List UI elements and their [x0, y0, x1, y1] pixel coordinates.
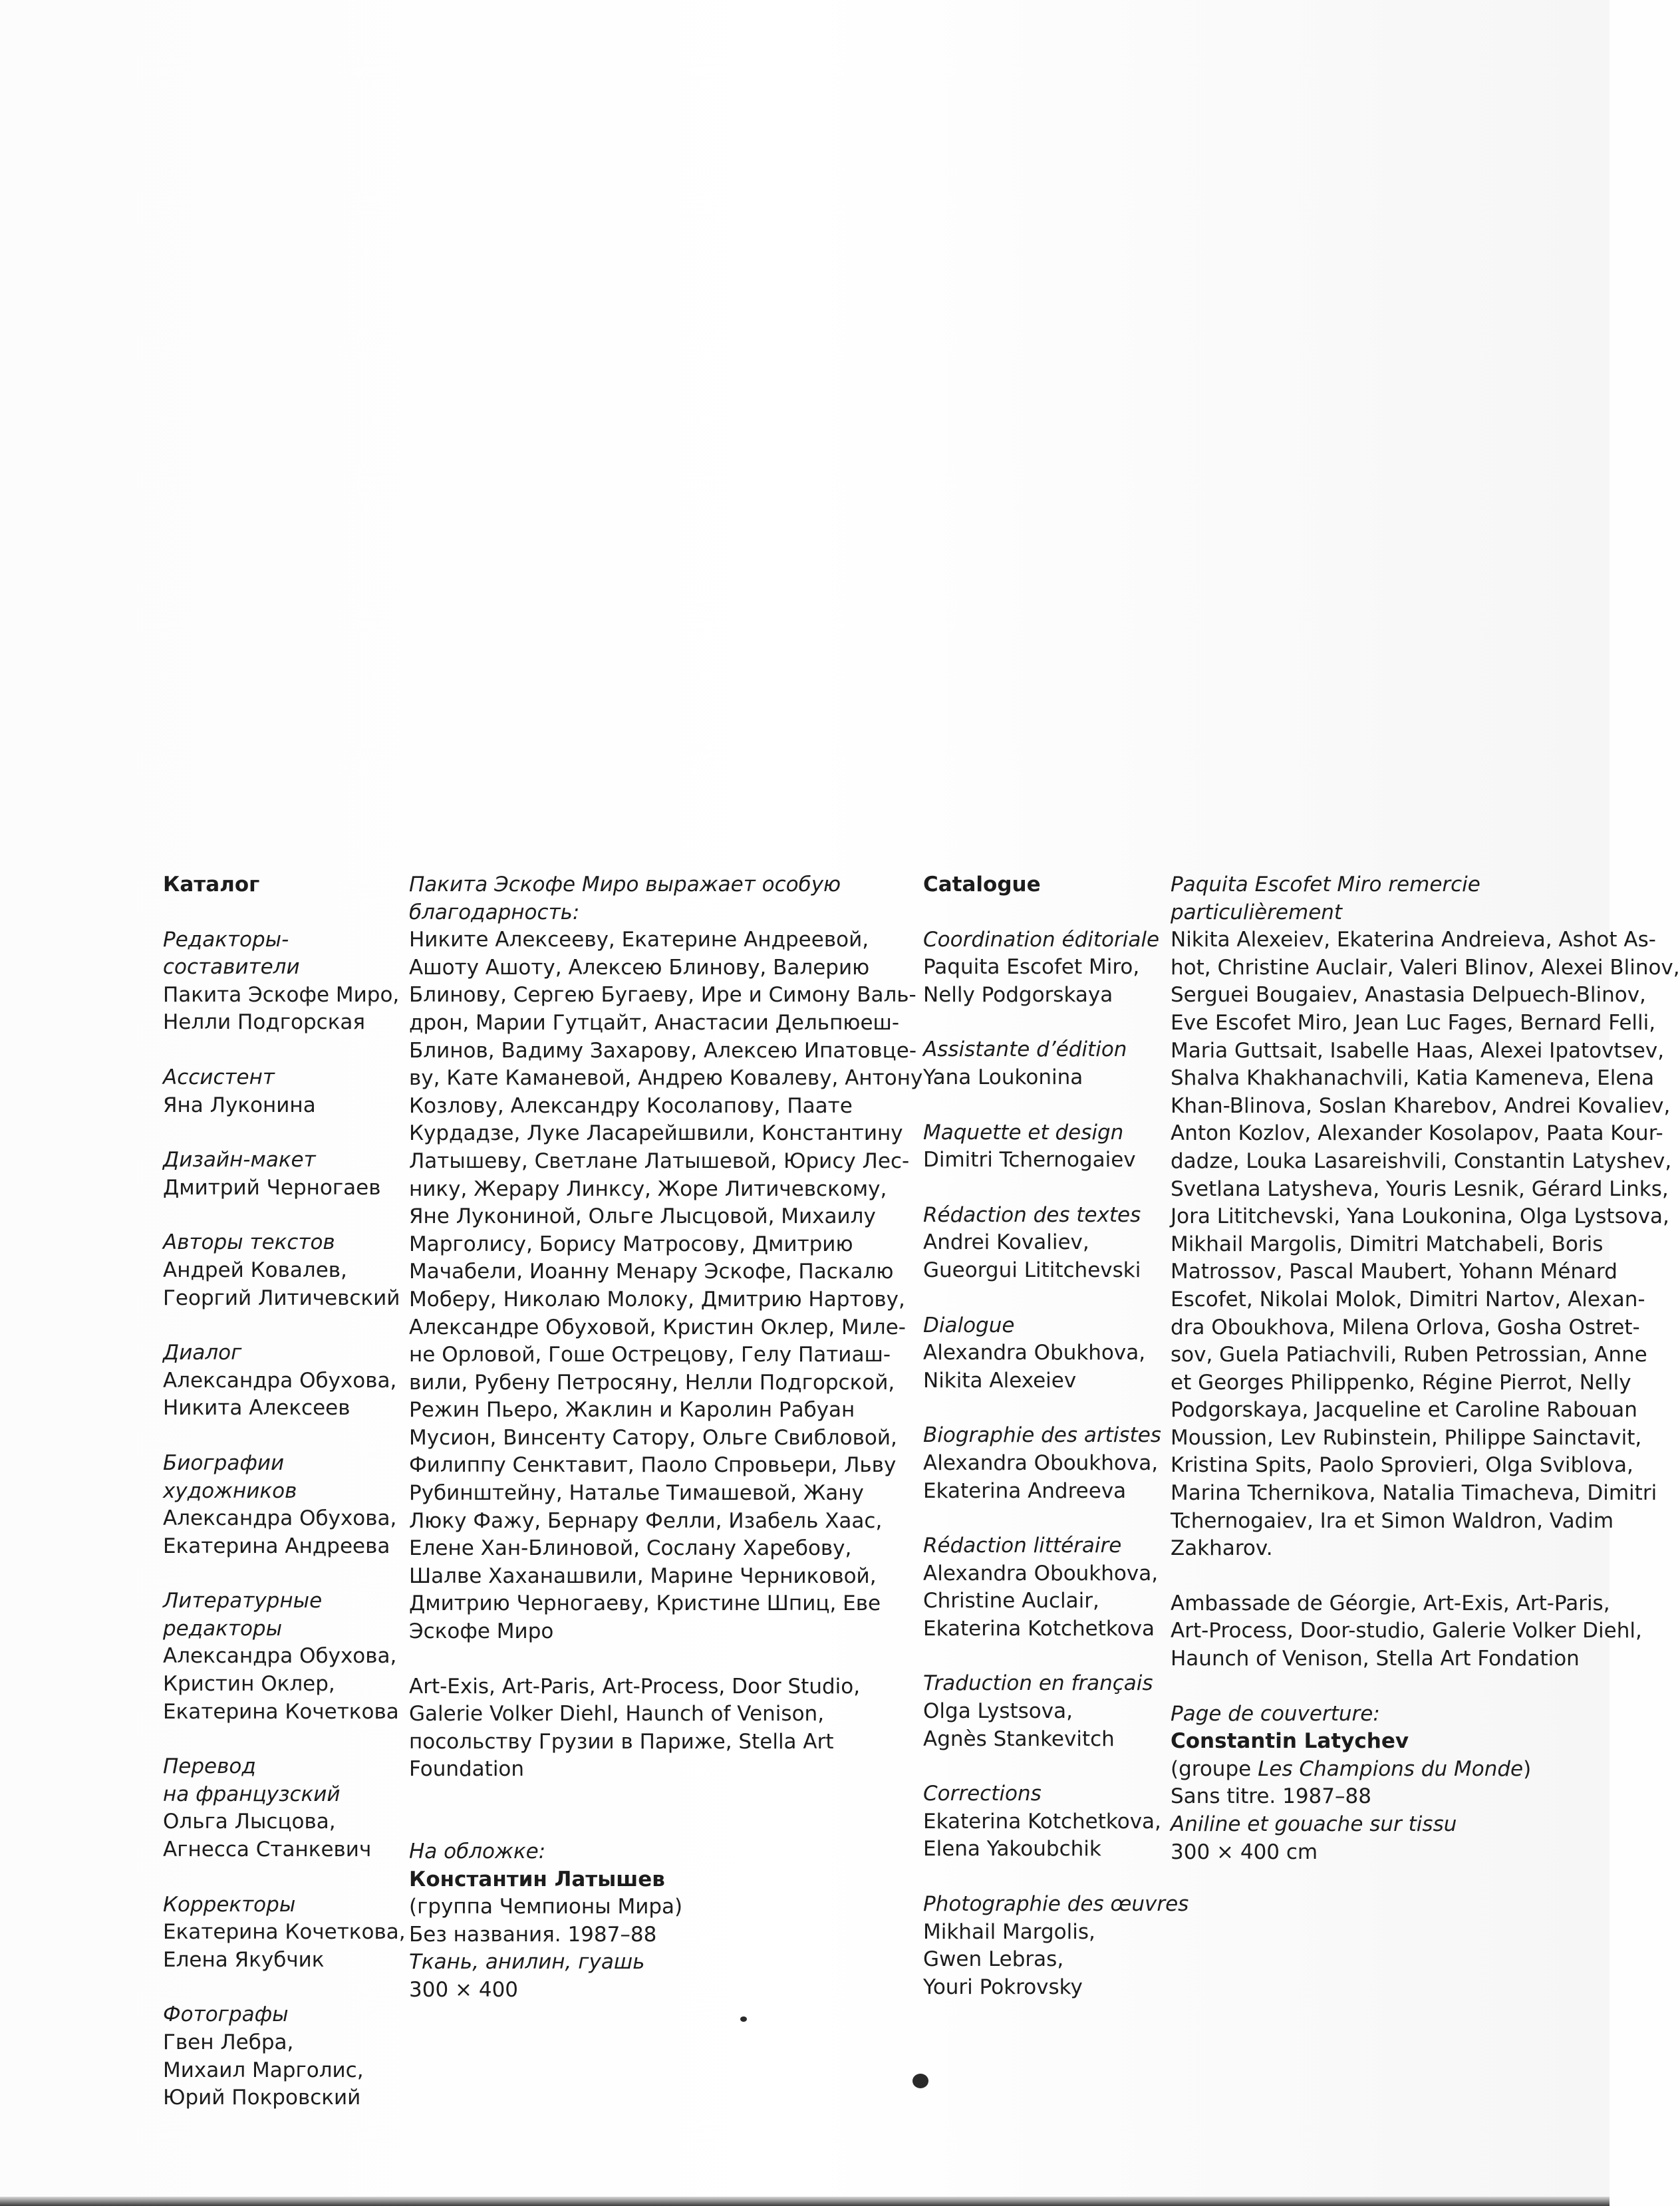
ru-org-line: Art-Exis, Art-Paris, Art-Process, Door Studio,	[409, 1674, 861, 1699]
ru-credit-role: Авторы текстов	[163, 1230, 335, 1255]
ru-credit-name: Ольга Лысцова,	[163, 1810, 336, 1834]
fr-credit-section	[923, 1891, 1189, 2001]
fr-cover-group-pre: (groupe	[1171, 1756, 1258, 1781]
ru-thanks-line: Курдадзе, Луке Ласарейшвили, Константину	[409, 1121, 903, 1146]
fr-credit-name: Alexandra Oboukhova,	[923, 1561, 1159, 1586]
fr-credit-role: Photographie des œuvres	[923, 1892, 1189, 1917]
ru-credit-name: Екатерина Кочеткова	[163, 1699, 399, 1724]
fr-credit-section	[923, 1202, 1163, 1285]
fr-thanks-intro-line: Paquita Escofet Miro remercie	[1171, 873, 1480, 896]
ru-credit-name: Агнесса Станкевич	[163, 1838, 372, 1862]
fr-thanks-line: Eve Escofet Miro, Jean Luc Fages, Bernard Felli,	[1171, 1010, 1656, 1035]
ru-thanks-line: не Орловой, Гоше Острецову, Гелу Патиаш-	[409, 1343, 891, 1367]
ru-thanks-line: Латышеву, Светлане Латышевой, Юрису Лес-	[409, 1149, 910, 1173]
ru-thanks-line: Мусион, Винсенту Сатору, Ольге Свибловой,	[409, 1425, 897, 1450]
fr-cover-group	[1171, 1756, 1596, 1784]
ru-credit-name: Кристин Оклер,	[163, 1672, 335, 1697]
ru-cover-credit	[409, 1838, 888, 2004]
ru-thanks-intro-line: Пакита Эскофе Миро выражает особую	[409, 873, 841, 896]
fr-credits-list	[923, 926, 1189, 2002]
fr-credit-role: Dialogue	[923, 1313, 1015, 1337]
fr-credit-name: Dimitri Tchernogaiev	[923, 1148, 1136, 1172]
ru-credit-section	[163, 926, 400, 1037]
ru-cover-artist: Константин Латышев	[409, 1867, 665, 1891]
ru-credit-name: Екатерина Кочеткова,	[163, 1920, 406, 1945]
ru-credit-name: Михаил Марголис,	[163, 2058, 364, 2082]
ru-thanks-line: Рубинштейну, Наталье Тимашевой, Жану	[409, 1481, 864, 1506]
ru-thanks-intro-line: благодарность:	[409, 900, 580, 924]
ru-credit-role: Диалог	[163, 1341, 242, 1365]
ru-credit-role: редакторы	[163, 1616, 283, 1641]
fr-credit-section	[923, 1119, 1163, 1174]
ru-credit-section	[163, 1064, 396, 1119]
fr-thanks-line: Nikita Alexeiev, Ekaterina Andreieva, Ashot As-	[1171, 928, 1656, 952]
fr-org-line: Haunch of Venison, Stella Art Fondation	[1171, 1647, 1580, 1671]
ru-thanks-names	[409, 926, 923, 1645]
ru-thanks-line: Козлову, Александру Косолапову, Паате	[409, 1093, 853, 1118]
fr-credit-role: Corrections	[923, 1782, 1042, 1806]
ru-thanks-line: Никите Алексееву, Екатерине Андреевой,	[409, 928, 869, 952]
fr-credit-section	[923, 1670, 1163, 1753]
ru-credits-column	[163, 871, 406, 2112]
fr-cover-medium: Aniline et gouache sur tissu	[1171, 1812, 1457, 1836]
fr-cover-credit	[1171, 1701, 1596, 1867]
fr-thanks-line: Matrossov, Pascal Maubert, Yohann Ménard	[1171, 1260, 1617, 1284]
fr-credit-section	[923, 1422, 1163, 1505]
ru-credit-name: Юрий Покровский	[163, 2086, 361, 2110]
fr-cover-artist: Constantin Latychev	[1171, 1729, 1409, 1754]
ru-cover-group: (группа Чемпионы Мира)	[409, 1895, 683, 1919]
ru-credit-name: Елена Якубчик	[163, 1947, 325, 1972]
fr-credit-name: Gwen Lebras,	[923, 1947, 1064, 1972]
page-bottom-edge	[0, 2197, 1610, 2206]
fr-credit-role: Traduction en français	[923, 1671, 1153, 1696]
ru-credit-name: Александра Обухова,	[163, 1368, 397, 1393]
fr-cover-title: Sans titre. 1987–88	[1171, 1784, 1371, 1809]
fr-credits-column	[923, 871, 1189, 2001]
fr-thanks-line: Mikhail Margolis, Dimitri Matchabeli, Boris	[1171, 1232, 1604, 1256]
fr-thanks-line: et Georges Philippenko, Régine Pierrot, Nelly	[1171, 1370, 1631, 1395]
fr-thanks-line: dadze, Louka Lasareishvili, Constantin Latyshev,	[1171, 1149, 1672, 1173]
fr-thanks-line: Svetlana Latysheva, Youris Lesnik, Gérard Links,	[1171, 1176, 1669, 1201]
fr-credit-name: Paquita Escofet Miro,	[923, 955, 1140, 980]
ru-thanks-line: Дмитрию Черногаеву, Кристине Шпиц, Еве	[409, 1591, 881, 1616]
ru-credit-role: Дизайн-макет	[163, 1148, 316, 1172]
fr-thanks-line: Anton Kozlov, Alexander Kosolapov, Paata Kour-	[1171, 1121, 1663, 1146]
ru-credit-name: Александра Обухова,	[163, 1506, 397, 1531]
fr-credit-name: Alexandra Obukhova,	[923, 1341, 1146, 1365]
ru-credit-role: художников	[163, 1478, 297, 1503]
scan-speck	[740, 2016, 747, 2022]
fr-thanks-column	[1171, 871, 1680, 1866]
ru-credit-role: Биографии	[163, 1450, 285, 1475]
ru-credit-section	[163, 1450, 396, 1560]
ru-cover-medium: Ткань, анилин, гуашь	[409, 1950, 645, 1975]
ru-thanks-line: Ашоту Ашоту, Алексею Блинову, Валерию	[409, 955, 870, 980]
ru-credit-role: Перевод	[163, 1754, 256, 1779]
ru-credit-role: Редакторы-	[163, 927, 289, 952]
ru-credit-section	[163, 1147, 396, 1202]
fr-credit-name: Andrei Kovaliev,	[923, 1230, 1089, 1255]
fr-credit-section	[923, 926, 1163, 1010]
ru-credit-name: Андрей Ковалев,	[163, 1258, 347, 1282]
fr-thanks-line: Kristina Spits, Paolo Sprovieri, Olga Sviblova,	[1171, 1453, 1633, 1478]
ru-thanks-line: Марголису, Борису Матросову, Дмитрию	[409, 1232, 853, 1256]
ru-credit-name: Никита Алексеев	[163, 1396, 350, 1421]
fr-thanks-line: Serguei Bougaiev, Anastasia Delpuech-Blinov,	[1171, 983, 1646, 1008]
ru-thanks-line: Филиппу Сенктавит, Паоло Спровьери, Льву	[409, 1453, 897, 1478]
ru-cover-size: 300 × 400	[409, 1977, 519, 2002]
fr-catalogue-heading: Catalogue	[923, 873, 1041, 896]
ru-credit-section	[163, 1229, 400, 1312]
fr-credit-role: Assistante d’édition	[923, 1037, 1127, 1062]
ru-thanks-line: Мачабели, Иоанну Менару Эскофе, Паскалю	[409, 1260, 894, 1284]
ru-thanks-line: дрон, Марии Гутцайт, Анастасии Дельпюеш-	[409, 1010, 900, 1035]
ru-credit-role: Литературные	[163, 1589, 323, 1613]
fr-credit-role: Coordination éditoriale	[923, 927, 1160, 952]
fr-credit-name: Ekaterina Kotchetkova,	[923, 1809, 1161, 1834]
ru-thanks-line: Люку Фажу, Бернару Фелли, Изабель Хаас,	[409, 1508, 883, 1533]
ru-thanks-line: ву, Кате Каманевой, Андрею Ковалеву, Антону	[409, 1066, 923, 1091]
ru-organizations	[409, 1673, 888, 1784]
ru-thanks-line: Елене Хан-Блиновой, Сослану Харебову,	[409, 1536, 852, 1561]
fr-credit-role: Rédaction des textes	[923, 1202, 1141, 1227]
fr-cover-group-name: Les Champions du Monde	[1258, 1756, 1524, 1781]
ru-thanks-line: вили, Рубену Петросяну, Нелли Подгорской,	[409, 1370, 895, 1395]
fr-credit-section	[923, 1312, 1163, 1395]
fr-credit-name: Christine Auclair,	[923, 1589, 1099, 1613]
ru-credit-name: Яна Луконина	[163, 1093, 316, 1117]
ru-thanks-column	[409, 871, 923, 2004]
ru-thanks-intro	[409, 871, 888, 926]
fr-thanks-line: Jora Lititchevski, Yana Loukonina, Olga Lystsova,	[1171, 1204, 1669, 1229]
ru-credit-section	[163, 2001, 396, 2112]
fr-credit-name: Mikhail Margolis,	[923, 1919, 1095, 1944]
ru-credit-name: Георгий Литичевский	[163, 1286, 400, 1310]
fr-credit-name: Nelly Podgorskaya	[923, 982, 1113, 1007]
ru-thanks-line: нику, Жерару Линксу, Жоре Литичевскому,	[409, 1176, 887, 1201]
ru-credit-section	[163, 1753, 396, 1863]
fr-credit-name: Youri Pokrovsky	[923, 1975, 1083, 1999]
ru-credits-list	[163, 926, 406, 2112]
ru-org-line: посольству Грузии в Париже, Stella Art	[409, 1729, 834, 1754]
ru-credit-role: на французский	[163, 1782, 341, 1806]
fr-credit-name: Olga Lystsova,	[923, 1699, 1073, 1724]
ru-credit-name: Дмитрий Черногаев	[163, 1175, 381, 1200]
ru-thanks-line: Блинов, Вадиму Захарову, Алексею Ипатовце-	[409, 1038, 917, 1063]
ru-cover-title: Без названия. 1987–88	[409, 1922, 657, 1947]
fr-credit-section	[923, 1532, 1163, 1643]
scan-speck	[912, 2074, 928, 2088]
fr-credit-role: Maquette et design	[923, 1120, 1124, 1145]
fr-credit-section	[923, 1780, 1163, 1863]
ru-credit-role: Корректоры	[163, 1892, 296, 1917]
ru-credit-section	[163, 1587, 399, 1726]
fr-cover-size: 300 × 400 cm	[1171, 1840, 1318, 1864]
fr-thanks-line: Shalva Khakhanachvili, Katia Kameneva, Elena	[1171, 1066, 1655, 1091]
ru-credit-section	[163, 1339, 396, 1423]
fr-credit-role: Biographie des artistes	[923, 1423, 1161, 1448]
fr-thanks-line: Moussion, Lev Rubinstein, Philippe Sainctavit,	[1171, 1425, 1642, 1450]
fr-thanks-line: Zakharov.	[1171, 1536, 1273, 1561]
fr-cover-group-post: )	[1523, 1756, 1532, 1781]
fr-organizations	[1171, 1590, 1642, 1673]
fr-thanks-names	[1171, 926, 1680, 1563]
ru-thanks-line: Александре Обуховой, Кристин Оклер, Миле-	[409, 1315, 906, 1339]
ru-credit-name: Гвен Лебра,	[163, 2030, 294, 2054]
fr-cover-label: Page de couverture:	[1171, 1701, 1380, 1726]
fr-thanks-line: sov, Guela Patiachvili, Ruben Petrossian, Anne	[1171, 1343, 1647, 1367]
fr-thanks-line: Marina Tchernikova, Natalia Timacheva, Dimitri	[1171, 1481, 1657, 1506]
ru-credit-name: Александра Обухова,	[163, 1644, 397, 1669]
ru-credit-name: Пакита Эскофе Миро,	[163, 982, 400, 1007]
fr-credit-name: Yana Loukonina	[923, 1065, 1083, 1089]
ru-thanks-line: Эскофе Миро	[409, 1619, 554, 1644]
fr-thanks-intro	[1171, 871, 1596, 926]
fr-thanks-intro-line: particulièrement	[1171, 900, 1343, 924]
ru-catalogue-heading: Каталог	[163, 873, 260, 896]
fr-credit-name: Ekaterina Andreeva	[923, 1478, 1127, 1503]
fr-thanks-line: hot, Christine Auclair, Valeri Blinov, Alexei Blinov,	[1171, 955, 1680, 980]
ru-thanks-line: Блинову, Сергею Бугаеву, Ире и Симону Валь-	[409, 983, 916, 1008]
fr-org-line: Art-Process, Door-studio, Galerie Volker Diehl,	[1171, 1619, 1642, 1643]
ru-credit-role: Фотографы	[163, 2002, 289, 2027]
fr-thanks-line: Escofet, Nikolai Molok, Dimitri Nartov, Alexan-	[1171, 1287, 1645, 1311]
ru-cover-label: На обложке:	[409, 1840, 546, 1863]
fr-org-line: Ambassade de Géorgie, Art-Exis, Art-Paris,	[1171, 1591, 1610, 1615]
ru-credit-name: Нелли Подгорская	[163, 1010, 366, 1035]
fr-credit-name: Nikita Alexeiev	[923, 1368, 1077, 1393]
fr-thanks-line: Podgorskaya, Jacqueline et Caroline Rabouan	[1171, 1398, 1637, 1423]
ru-credit-name: Екатерина Андреева	[163, 1534, 390, 1558]
fr-credit-role: Rédaction littéraire	[923, 1534, 1122, 1558]
ru-credit-role: Ассистент	[163, 1065, 275, 1089]
fr-thanks-line: Maria Guttsait, Isabelle Haas, Alexei Ipatovtsev,	[1171, 1038, 1665, 1063]
ru-thanks-line: Яне Лукониной, Ольге Лысцовой, Михаилу	[409, 1204, 876, 1229]
fr-credit-name: Alexandra Oboukhova,	[923, 1450, 1159, 1475]
ru-org-line: Galerie Volker Diehl, Haunch of Venison,	[409, 1702, 825, 1726]
fr-thanks-line: Tchernogaiev, Ira et Simon Waldron, Vadim	[1171, 1508, 1614, 1533]
fr-credit-name: Agnès Stankevitch	[923, 1726, 1115, 1751]
ru-thanks-line: Моберу, Николаю Молоку, Дмитрию Нартову,	[409, 1287, 905, 1311]
fr-credit-name: Elena Yakoubchik	[923, 1837, 1101, 1861]
ru-thanks-line: Режин Пьеро, Жаклин и Каролин Рабуан	[409, 1398, 855, 1423]
ru-credit-section	[163, 1891, 406, 1975]
fr-credit-name: Ekaterina Kotchetkova	[923, 1616, 1155, 1641]
fr-credit-section	[923, 1036, 1163, 1091]
ru-org-line: Foundation	[409, 1757, 525, 1782]
fr-credit-name: Gueorgui Lititchevski	[923, 1258, 1141, 1282]
ru-thanks-line: Шалве Хаханашвили, Марине Черниковой,	[409, 1564, 877, 1588]
ru-credit-role: составители	[163, 955, 300, 980]
fr-thanks-line: Khan-Blinova, Soslan Kharebov, Andrei Kovaliev,	[1171, 1093, 1671, 1118]
fr-thanks-line: dra Oboukhova, Milena Orlova, Gosha Ostret-	[1171, 1315, 1640, 1339]
